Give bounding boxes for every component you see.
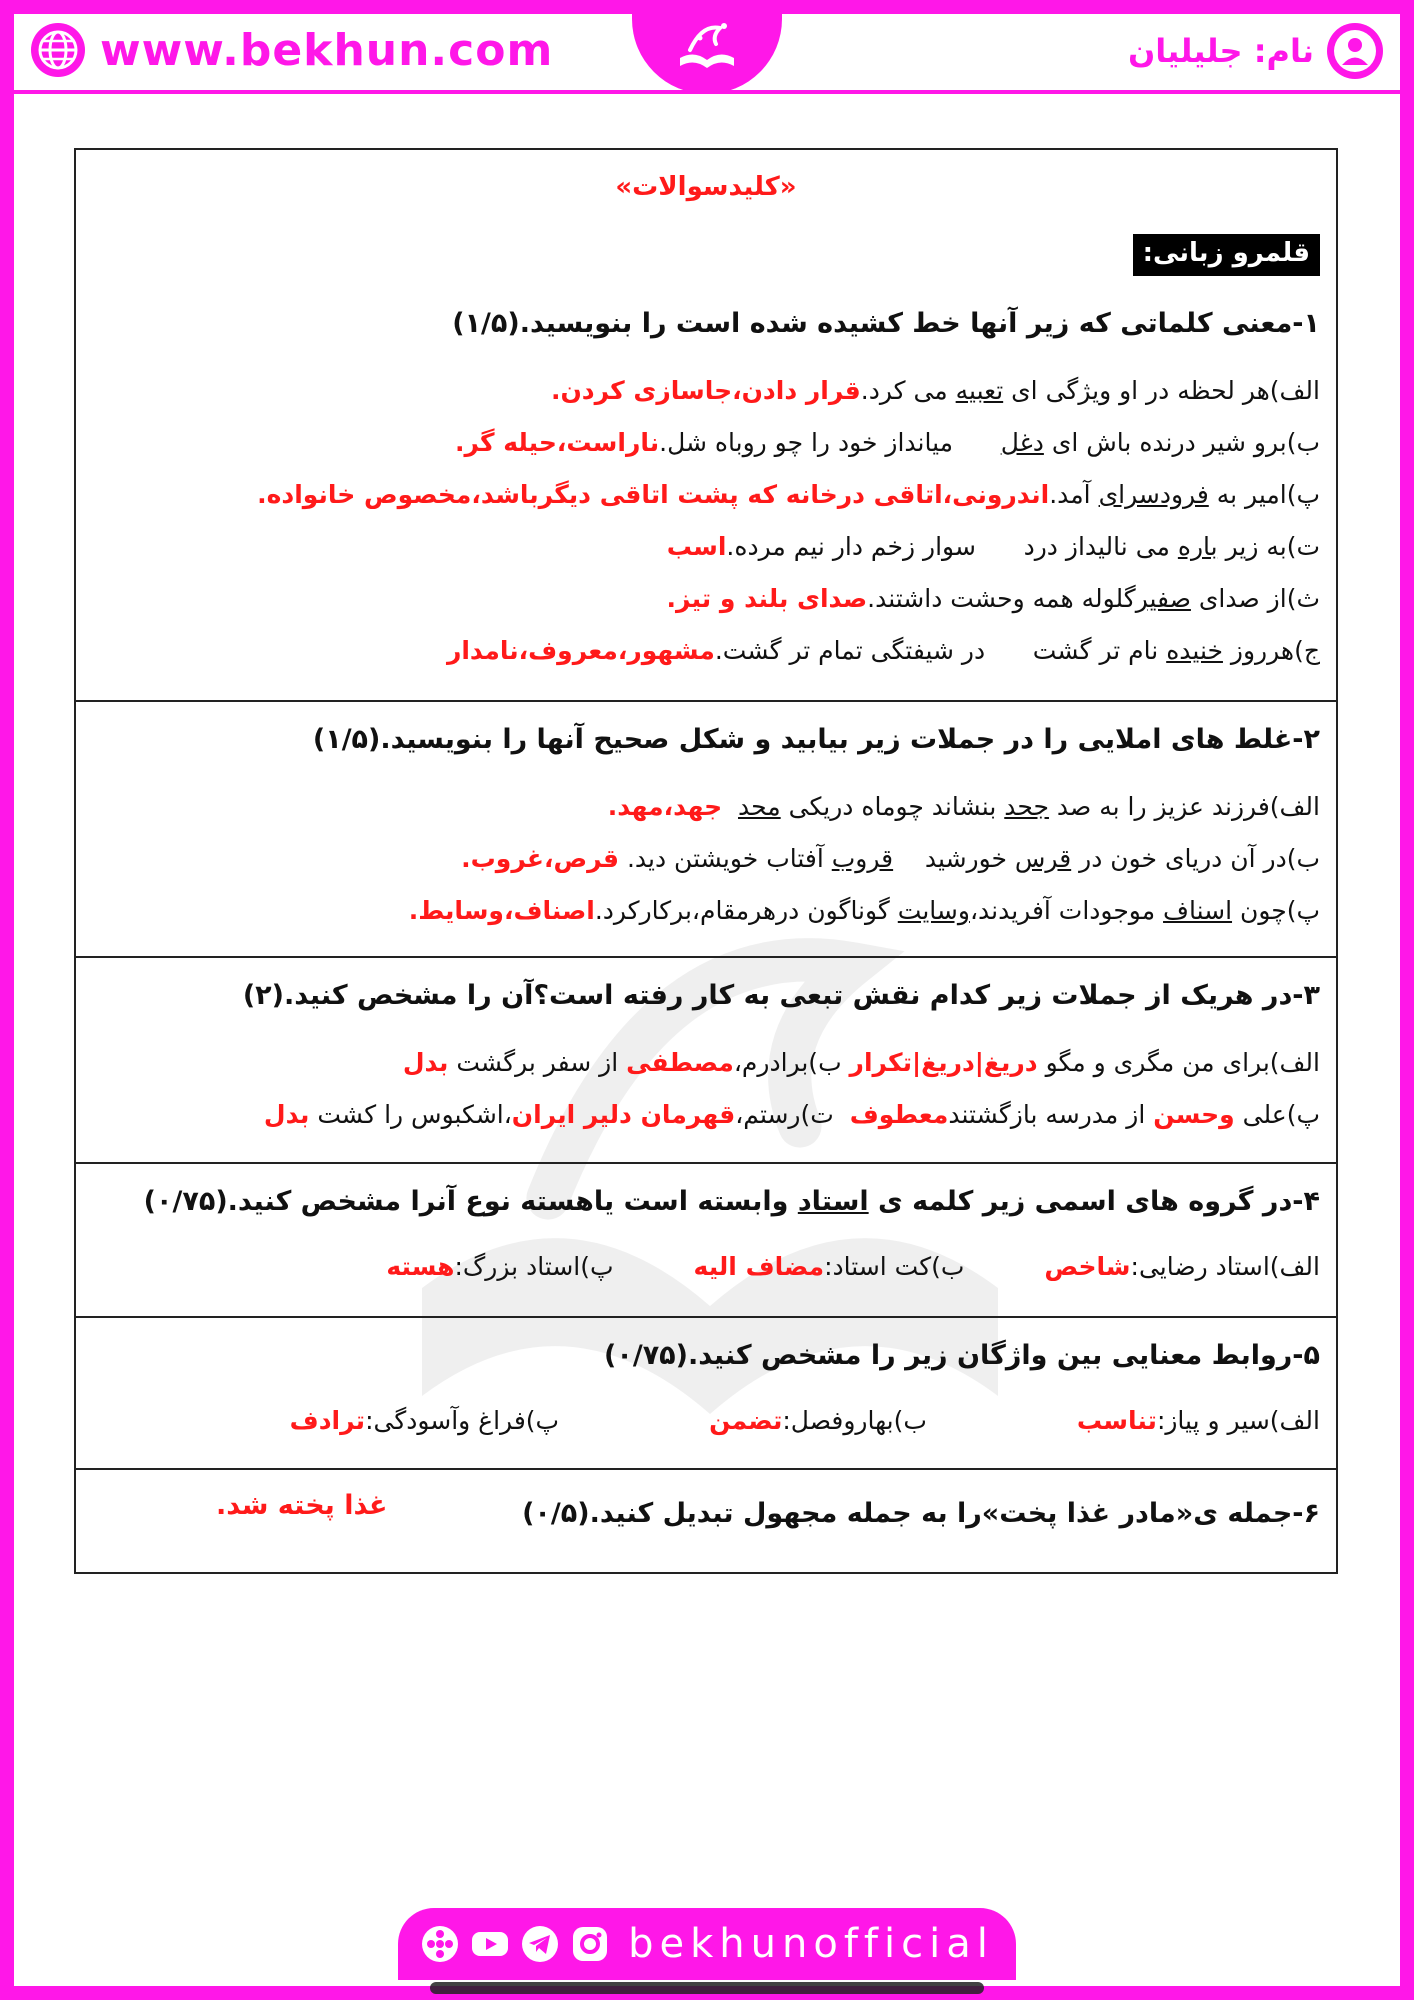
answer: بدل (263, 1100, 310, 1129)
answer: مشهور،معروف،نامدار (446, 636, 715, 665)
q1-item: ج)هرروز خنیده نام تر گشت در شیفتگی تمام تر گشت.مشهور،معروف،نامدار (446, 636, 1320, 665)
q1-question: ۱-معنی کلماتی که زیر آنها خط کشیده شده است را بنویسید.(۱/۵) (452, 308, 1320, 339)
underlined-word: فرودسرای (1098, 480, 1209, 509)
underlined-word: خنیده (1166, 636, 1223, 665)
user-icon (1326, 22, 1384, 80)
youtube-icon[interactable] (470, 1924, 510, 1964)
answer: جهد،مهد. (607, 792, 723, 821)
answer: وحسن (1153, 1100, 1235, 1129)
answer: قرار دادن،جاسازی کردن. (550, 376, 861, 405)
q1-item: ب)برو شیر درنده باش ای دغل میانداز خود را چو روباه شل.ناراست،حیله گر. (454, 428, 1320, 457)
q1-item: الف)هر لحظه در او ویژگی ای تعبیه می کرد.قرار دادن،جاسازی کردن. (550, 376, 1320, 405)
underlined-word: استاد (797, 1186, 869, 1217)
q1-item: پ)امیر به فرودسرای آمد.اندرونی،اتاقی درخانه که پشت اتاقی دیگرباشد،مخصوص خانواده. (257, 480, 1320, 509)
answer: اصناف،وسایط. (408, 896, 595, 925)
answer: معطوف (849, 1100, 949, 1129)
social-handle[interactable]: bekhunofficial (628, 1921, 994, 1967)
q1-item: ث)از صدای صفیرگلوله همه وحشت داشتند.صدای بلند و تیز. (666, 584, 1320, 613)
page-title: «کلیدسوالات» (615, 172, 797, 202)
instagram-icon[interactable] (570, 1924, 610, 1964)
section-q4 (76, 1162, 1336, 1316)
q2-item: ب)در آن دریای خون در قرس خورشید قروب آفتاب خویشتن دید. قرص،غروب. (461, 844, 1320, 873)
q2-question: ۲-غلط های املایی را در جملات زیر بیابید و شکل صحیح آنها را بنویسید.(۱/۵) (312, 724, 1320, 755)
misspelled-word: وسایت (897, 896, 970, 925)
underlined-word: تعبیه (955, 376, 1004, 405)
q3-line: پ)علی وحسن از مدرسه بازگشتندمعطوف ت)رستم،قهرمان دلیر ایران،اشکبوس را کشت بدل (263, 1100, 1320, 1129)
answer: تناسب (1076, 1406, 1157, 1435)
answer: مصطفی (626, 1048, 734, 1077)
answer: مضاف الیه (693, 1252, 825, 1281)
q6-question: ۶-جمله ی«مادر غذا پخت»را به جمله مجهول تبدیل کنید.(۰/۵) (522, 1498, 1320, 1529)
answer: بدل (402, 1048, 449, 1077)
answer: صدای بلند و تیز. (666, 584, 868, 613)
answer-key-document (74, 148, 1338, 1574)
q2-item: الف)فرزند عزیز را به صد جحد بنشاند چوماه دریکی محد جهد،مهد. (607, 792, 1320, 821)
section-q5 (76, 1316, 1336, 1468)
book-logo-icon (672, 14, 742, 84)
section-q2 (76, 700, 1336, 956)
answer: قرص،غروب. (461, 844, 619, 873)
student-name-box (1128, 22, 1384, 80)
underlined-word: صفیر (1135, 584, 1191, 613)
site-url[interactable]: www.bekhun.com (100, 24, 554, 76)
section-q3 (76, 956, 1336, 1162)
q4-question: ۴-در گروه های اسمی زیر کلمه ی استاد وابسته است یاهسته نوع آنرا مشخص کنید.(۰/۷۵) (143, 1186, 1320, 1217)
underlined-word: دغل (1000, 428, 1044, 457)
site-link[interactable] (30, 22, 553, 78)
social-footer (398, 1908, 1016, 1980)
q3-line: الف)برای من مگری و مگو دریغ|دریغ|تکرار ب)برادرم،مصطفی از سفر برگشت بدل (402, 1048, 1320, 1077)
section-q1 (76, 150, 1336, 700)
misspelled-word: قرس (1014, 844, 1072, 873)
section-tag: قلمرو زبانی: (1133, 234, 1320, 276)
answer: ترادف (289, 1406, 366, 1435)
q4-items: الف)استاد رضایی:شاخصب)کت استاد:مضاف الیهپ)استاد بزرگ:هسته (386, 1252, 1320, 1281)
answer: قهرمان دلیر ایران (511, 1100, 736, 1129)
answer: هسته (386, 1252, 455, 1281)
student-name: نام: جلیلیان (1127, 32, 1314, 70)
answer: تضمن (709, 1406, 783, 1435)
q6-answer: غذا پخته شد. (216, 1490, 388, 1521)
answer: ناراست،حیله گر. (454, 428, 660, 457)
misspelled-word: محد (738, 792, 781, 821)
section-q6 (76, 1468, 1336, 1574)
misspelled-word: قروب (831, 844, 894, 873)
misspelled-word: اسناف (1163, 896, 1233, 925)
q5-items: الف)سیر و پیاز:تناسبب)بهاروفصل:تضمنپ)فراغ وآسودگی:ترادف (289, 1406, 1320, 1435)
q1-item: ت)به زیر باره می نالیداز درد سوار زخم دار نیم مرده.اسب (666, 532, 1320, 561)
q5-question: ۵-روابط معنایی بین واژگان زیر را مشخص کنید.(۰/۷۵) (604, 1340, 1320, 1371)
answer: اندرونی،اتاقی درخانه که پشت اتاقی دیگرباشد،مخصوص خانواده. (257, 480, 1050, 509)
answer: اسب (666, 532, 727, 561)
answer: شاخص (1044, 1252, 1131, 1281)
q3-question: ۳-در هریک از جملات زیر کدام نقش تبعی به کار رفته است؟آن را مشخص کنید.(۲) (242, 980, 1320, 1011)
underlined-word: باره (1177, 532, 1218, 561)
misspelled-word: جحد (1004, 792, 1049, 821)
q2-item: پ)چون اسناف موجودات آفریدند،وسایت گوناگون درهرمقام،برکارکرد.اصناف،وسایط. (408, 896, 1320, 925)
film-reel-icon[interactable] (420, 1924, 460, 1964)
answer: دریغ|دریغ|تکرار (849, 1048, 1038, 1077)
globe-icon (30, 22, 86, 78)
footer-shadow (430, 1982, 984, 1994)
telegram-icon[interactable] (520, 1924, 560, 1964)
